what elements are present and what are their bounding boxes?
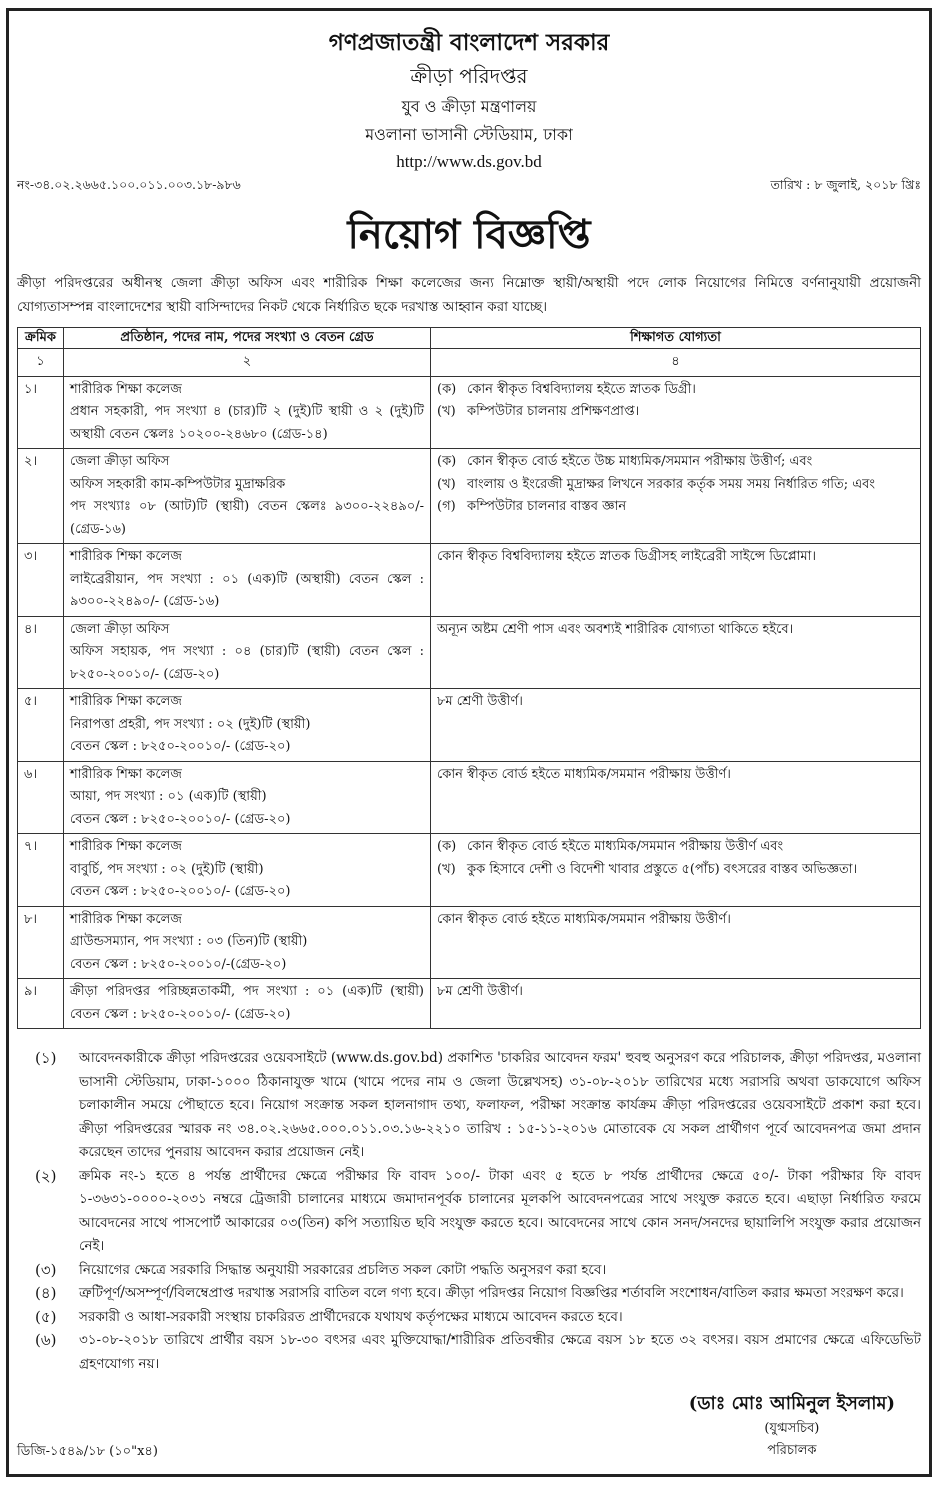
- serial-cell: ১।: [18, 376, 64, 449]
- qualification-label: (ক): [437, 839, 457, 854]
- qualification-label: (খ): [437, 404, 456, 419]
- post-line: জেলা ক্রীড়া অফিস: [70, 621, 170, 637]
- serial-cell: ৩।: [18, 544, 64, 617]
- serial-cell: ২।: [18, 449, 64, 544]
- signature-block: [689, 1390, 921, 1462]
- condition-number: (৩): [35, 1260, 57, 1279]
- post-cell: [64, 979, 431, 1029]
- qualification-cell: [431, 906, 921, 979]
- qualification-label: (খ): [437, 476, 456, 492]
- post-cell: [64, 761, 431, 834]
- post-line: প্রধান সহকারী, পদ সংখ্যা ৪ (চার)টি ২ (দুই)টি স্থায়ী ও ২ (দুই)টি অস্থায়ী বেতন স্কেলঃ ১০২০০-২৪৬৮০ (গ্রেড-১৪): [70, 404, 424, 442]
- ministry-name: যুব ও ক্রীড়া মন্ত্রণালয়: [401, 97, 537, 116]
- qualification-text: ৮ম শ্রেণী উত্তীর্ণ।: [437, 694, 523, 709]
- serial-cell: ৬।: [18, 761, 64, 834]
- post-line: ক্রীড়া পরিদপ্তর পরিচ্ছন্নতাকর্মী, পদ সংখ্যা : ০১ (এক)টি (স্থায়ী) বেতন স্কেল : ৮২৫০-২০০১০/- (গ্রেড-২০): [70, 984, 424, 1022]
- footer: [17, 1390, 921, 1462]
- qualification-item: [437, 474, 914, 497]
- post-line: আয়া, পদ সংখ্যা : ০১ (এক)টি (স্থায়ী): [70, 789, 267, 804]
- qualification-item: [437, 859, 914, 882]
- qualification-label: (ক): [437, 381, 457, 397]
- qualification-cell: [431, 834, 921, 907]
- signatory-post: পরিচালক: [767, 1443, 817, 1458]
- qualification-text: ৮ম শ্রেণী উত্তীর্ণ।: [437, 984, 523, 999]
- post-line: গ্রাউন্ডসম্যান, পদ সংখ্যা : ০৩ (তিন)টি (স্থায়ী): [70, 934, 308, 949]
- qualification-text: অন্যূন অষ্টম শ্রেণী পাস এবং অবশ্যই শারীরিক যোগ্যতা থাকিতে হইবে।: [437, 621, 794, 637]
- table-row: [18, 449, 921, 544]
- post-line: শারীরিক শিক্ষা কলেজ: [70, 381, 182, 397]
- qualification-cell: [431, 979, 921, 1029]
- memo-number: নং-৩৪.০২.২৬৬৫.১০০.০১১.০০৩.১৮-৯৮৬: [17, 177, 241, 192]
- serial-cell: ৭।: [18, 834, 64, 907]
- serial-cell: ৫।: [18, 689, 64, 762]
- table-row: [18, 376, 921, 449]
- qualification-item: [437, 496, 914, 519]
- table-row: [18, 906, 921, 979]
- qualification-text: কোন স্বীকৃত বিশ্ববিদ্যালয় হইতে স্নাতক ডিগ্রী।: [467, 381, 696, 397]
- condition-item: [17, 1047, 921, 1165]
- serial-cell: ৯।: [18, 979, 64, 1029]
- post-line: পদ সংখ্যাঃ ০৮ (আট)টি (স্থায়ী) বেতন স্কেলঃ ৯৩০০-২২৪৯০/- (গ্রেড-১৬): [70, 499, 424, 537]
- table-row: [18, 544, 921, 617]
- serial-cell: ৪।: [18, 616, 64, 689]
- post-line: শারীরিক শিক্ষা কলেজ: [70, 766, 182, 782]
- post-cell: [64, 544, 431, 617]
- post-line: শারীরিক শিক্ষা কলেজ: [70, 911, 182, 927]
- table-header-row: [18, 328, 921, 349]
- condition-text: নিয়োগের ক্ষেত্রে সরকারি সিদ্ধান্ত অনুযায়ী সরকারের প্রচলিত সকল কোটা পদ্ধতি অনুসরণ করা হবে।: [79, 1261, 607, 1278]
- header-qualification: শিক্ষাগত যোগ্যতা: [431, 328, 921, 349]
- qualification-text: কোন স্বীকৃত বিশ্ববিদ্যালয় হইতে স্নাতক ডিগ্রীসহ লাইব্রেরী সাইন্সে ডিপ্লোমা।: [437, 549, 816, 564]
- qualification-item: [437, 691, 914, 714]
- qualification-item: [437, 909, 914, 932]
- post-line: লাইব্রেরীয়ান, পদ সংখ্যা : ০১ (এক)টি (অস্থায়ী) বেতন স্কেল : ৯৩০০-২২৪৯০/- (গ্রেড-১৬): [70, 571, 424, 609]
- post-cell: [64, 906, 431, 979]
- column-number: ১: [18, 349, 64, 377]
- header-serial: ক্রমিক: [18, 328, 64, 349]
- qualification-cell: [431, 689, 921, 762]
- conditions-list: [17, 1047, 921, 1376]
- qualification-cell: [431, 616, 921, 689]
- condition-text: ক্রমিক নং-১ হতে ৪ পর্যন্ত প্রার্থীদের ক্ষেত্রে পরীক্ষার ফি বাবদ ১০০/- টাকা এবং ৫ হতে ৮ পর্যন্ত প্রার্থীদের ক্ষেত্রে ৫০/- টাকা পরীক্ষার ফি বাবদ ১-৩৬৩১-০০০০-২০৩১ নম্বরে ট্রেজারী চালানের মাধ্যমে জমাদানপূর্বক চালানের মূলকপি আবেদনপত্রের সাথে সংযুক্ত করতে হবে। এছাড়া নির্ধারিত ফরমে আবেদনের সাথে পাসপোর্ট আকারের ০৩(তিন) কপি সত্যায়িত ছবি সংযুক্ত করতে হবে। আবেদনের সাথে কোন সনদ/সনদের ছায়ালিপি সংযুক্ত করার প্রয়োজন নেই।: [79, 1167, 921, 1254]
- post-line: নিরাপত্তা প্রহরী, পদ সংখ্যা : ০২ (দুই)টি (স্থায়ী): [70, 716, 311, 732]
- qualification-text: কুক হিসাবে দেশী ও বিদেশী খাবার প্রস্তুতে ৫(পাঁচ) বৎসরের বাস্তব অভিজ্ঞতা।: [467, 861, 858, 877]
- qualification-cell: [431, 449, 921, 544]
- condition-text: আবেদনকারীকে ক্রীড়া পরিদপ্তরের ওয়েবসাইটে (www.ds.gov.bd) প্রকাশিত 'চাকরির আবেদন ফরম' হুবহু অনুসরণ করে পরিচালক, ক্রীড়া পরিদপ্তর, মওলানা ভাসানী স্টেডিয়াম, ঢাকা-১০০০ ঠিকানাযুক্ত খামে (খামে পদের নাম ও জেলা উল্লেখসহ) ৩১-০৮-২০১৮ তারিখের মধ্যে সরাসরি অথবা ডাকযোগে অফিস চলাকালীন সময়ে পৌছাতে হবে। নিয়োগ সংক্রান্ত সকল হালনাগাদ তথ্য, ফলাফল, পরীক্ষা সংক্রান্ত কার্যক্রম ক্রীড়া পরিদপ্তরের ওয়েবসাইটে প্রকাশ করা হবে। ক্রীড়া পরিদপ্তরের স্মারক নং ৩৪.০২.২৬৬৫.০০০.০১১.০৩.১৬-২২১০ তারিখ : ১৫-১১-২০১৬ মোতাবেক যে সকল প্রার্থীগণ পূর্বে আবেদনপত্র জমা প্রদান করেছেন তাদের পুনরায় আবেদন করার প্রয়োজন নেই।: [79, 1050, 921, 1160]
- qualification-item: [437, 981, 914, 1004]
- vacancy-table-body: [18, 376, 921, 1029]
- condition-text: ত্রুটিপূর্ণ/অসম্পূর্ণ/বিলম্বেপ্রাপ্ত দরখাস্ত সরাসরি বাতিল বলে গণ্য হবে। ক্রীড়া পরিদপ্তর নিয়োগ বিজ্ঞপ্তির শর্তাবলি সংশোধন/বাতিল করার ক্ষমতা সংরক্ষণ করে।: [79, 1285, 904, 1301]
- website-link[interactable]: http://www.ds.gov.bd: [396, 152, 542, 171]
- table-row: [18, 761, 921, 834]
- signatory-name: (ডাঃ মোঃ আমিনুল ইসলাম): [688, 1393, 895, 1414]
- condition-text: ৩১-০৮-২০১৮ তারিখে প্রার্থীর বয়স ১৮-৩০ বৎসর এবং মুক্তিযোদ্ধা/শারীরিক প্রতিবন্ধীর ক্ষেত্রে বয়স ১৮ হতে ৩২ বৎসর। বয়স প্রমাণের ক্ষেত্রে এফিডেভিট গ্রহণযোগ্য নয়।: [79, 1332, 921, 1372]
- page-title: নিয়োগ বিজ্ঞপ্তি: [347, 211, 591, 258]
- qualification-cell: [431, 376, 921, 449]
- post-line: বেতন স্কেল : ৮২৫০-২০০১০/- (গ্রেড-২০): [70, 739, 291, 754]
- department-name: ক্রীড়া পরিদপ্তর: [410, 64, 528, 88]
- qualification-text: কোন স্বীকৃত বোর্ড হইতে মাধ্যমিক/সমমান পরীক্ষায় উত্তীর্ণ।: [437, 766, 731, 782]
- post-line: বেতন স্কেল : ৮২৫০-২০০১০/- (গ্রেড-২০): [70, 884, 291, 899]
- post-cell: [64, 616, 431, 689]
- post-line: শারীরিক শিক্ষা কলেজ: [70, 549, 182, 564]
- post-line: অফিস সহকারী কাম-কম্পিউটার মুদ্রাক্ষরিক: [70, 476, 286, 492]
- qualification-item: [437, 401, 914, 424]
- qualification-cell: [431, 544, 921, 617]
- post-line: অফিস সহায়ক, পদ সংখ্যা : ০৪ (চার)টি (স্থায়ী) বেতন স্কেল : ৮২৫০-২০০১০/- (গ্রেড-২০): [70, 644, 424, 682]
- condition-text: সরকারী ও আধা-সরকারী সংস্থায় চাকরিরত প্রার্থীদেরকে যথাযথ কর্তৃপক্ষের মাধ্যমে আবেদন করতে হবে।: [79, 1308, 623, 1325]
- qualification-text: বাংলায় ও ইংরেজী মুদ্রাক্ষর লিখনে সরকার কর্তৃক সময় সময় নির্ধারিত গতি; এবং: [467, 476, 875, 492]
- post-line: বেতন স্কেল : ৮২৫০-২০০১০/- (গ্রেড-২০): [70, 811, 291, 827]
- condition-number: (৬): [35, 1331, 57, 1349]
- post-line: শারীরিক শিক্ষা কলেজ: [70, 694, 182, 709]
- memo-date-row: [17, 175, 921, 195]
- post-line: বেতন স্কেল : ৮২৫০-২০০১০/-(গ্রেড-২০): [70, 956, 287, 972]
- condition-item: [17, 1306, 921, 1330]
- post-cell: [64, 834, 431, 907]
- qualification-item: [437, 451, 914, 474]
- intro-paragraph: ক্রীড়া পরিদপ্তরের অধীনস্থ জেলা ক্রীড়া অফিস এবং শারীরিক শিক্ষা কলেজের জন্য নিম্নোক্ত স্থায়ী/অস্থায়ী পদে লোক নিয়োগের নিমিত্তে বর্ণনানুযায়ী প্রয়োজনী যোগ্যতাসম্পন্ন বাংলাদেশের স্থায়ী বাসিন্দাদের নিকট থেকে নির্ধারিত ছকে দরখাস্ত আহ্বান করা যাচ্ছে।: [17, 275, 921, 315]
- vacancy-table: [17, 327, 921, 1029]
- header-post: প্রতিষ্ঠান, পদের নাম, পদের সংখ্যা ও বেতন গ্রেড: [64, 328, 431, 349]
- qualification-label: (গ): [437, 499, 456, 514]
- qualification-text: কম্পিউটার চালনায় প্রশিক্ষণপ্রাপ্ত।: [467, 404, 640, 419]
- table-row: [18, 834, 921, 907]
- dg-reference: ডিজি-১৫৪৯/১৮ (১০"x৪): [17, 1444, 158, 1459]
- qualification-cell: [431, 761, 921, 834]
- table-row: [18, 689, 921, 762]
- condition-item: [17, 1329, 921, 1376]
- government-name: গণপ্রজাতন্ত্রী বাংলাদেশ সরকার: [328, 29, 610, 56]
- qualification-text: কম্পিউটার চালনার বাস্তব জ্ঞান: [467, 499, 627, 514]
- condition-item: [17, 1282, 921, 1306]
- column-number: ২: [64, 349, 431, 377]
- qualification-label: (খ): [437, 861, 456, 877]
- qualification-item: [437, 546, 914, 569]
- post-cell: [64, 449, 431, 544]
- condition-item: [17, 1259, 921, 1283]
- signatory-rank: (যুগ্মসচিব): [764, 1421, 820, 1436]
- serial-cell: ৮।: [18, 906, 64, 979]
- qualification-text: কোন স্বীকৃত বোর্ড হইতে উচ্চ মাধ্যমিক/সমমান পরীক্ষায় উত্তীর্ণ; এবং: [467, 454, 813, 469]
- qualification-item: [437, 619, 914, 642]
- column-number-row: [18, 349, 921, 377]
- condition-number: (৫): [35, 1307, 57, 1326]
- post-line: জেলা ক্রীড়া অফিস: [70, 454, 170, 469]
- post-cell: [64, 376, 431, 449]
- qualification-label: (ক): [437, 454, 457, 469]
- qualification-item: [437, 836, 914, 859]
- qualification-item: [437, 379, 914, 402]
- office-address: মওলানা ভাসানী স্টেডিয়াম, ঢাকা: [365, 125, 573, 144]
- table-row: [18, 979, 921, 1029]
- condition-number: (৪): [35, 1284, 57, 1302]
- condition-number: (২): [35, 1166, 57, 1185]
- page-border: [6, 8, 932, 1477]
- condition-number: (১): [35, 1049, 57, 1067]
- qualification-text: কোন স্বীকৃত বোর্ড হইতে মাধ্যমিক/সমমান পরীক্ষায় উত্তীর্ণ এবং: [467, 839, 784, 854]
- post-line: শারীরিক শিক্ষা কলেজ: [70, 839, 182, 854]
- qualification-text: কোন স্বীকৃত বোর্ড হইতে মাধ্যমিক/সমমান পরীক্ষায় উত্তীর্ণ।: [437, 911, 731, 927]
- column-number: ৪: [431, 349, 921, 377]
- table-row: [18, 616, 921, 689]
- qualification-item: [437, 764, 914, 787]
- post-line: বাবুর্চি, পদ সংখ্যা : ০২ (দুই)টি (স্থায়ী): [70, 861, 264, 877]
- post-cell: [64, 689, 431, 762]
- condition-item: [17, 1165, 921, 1259]
- notice-date: তারিখ : ৮ জুলাই, ২০১৮ খ্রিঃ: [770, 177, 921, 192]
